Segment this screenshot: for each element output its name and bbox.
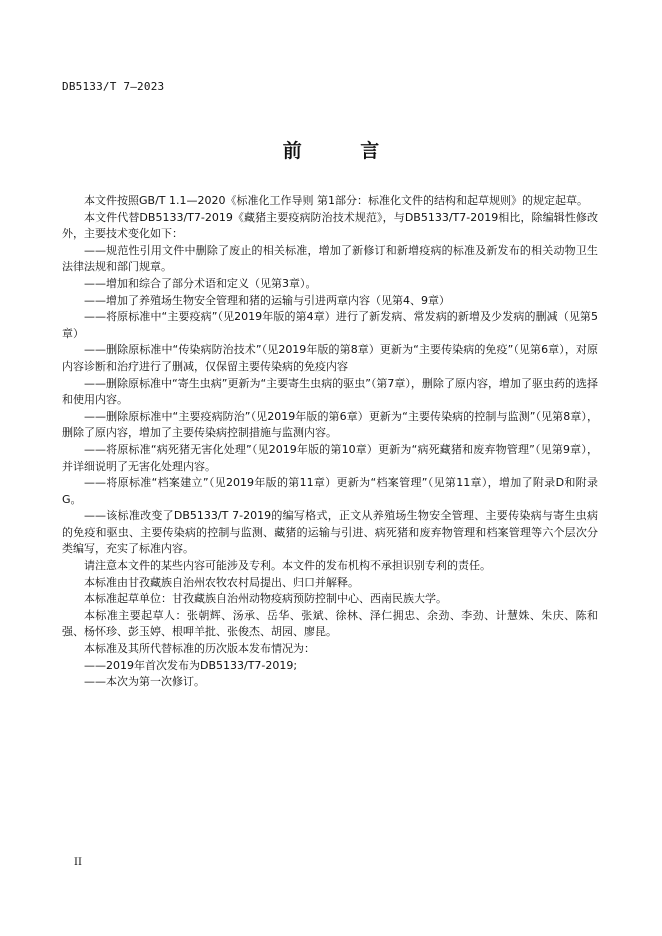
foreword-body bbox=[62, 193, 598, 691]
page-number: II bbox=[74, 857, 82, 868]
change-item: ——删除原标准中“寄生虫病”更新为“主要寄生虫病的驱虫”（第7章），删除了原内容，增加了驱虫药的选择和使用内容。 bbox=[62, 376, 598, 407]
paragraph-drafting-units: 本标准起草单位：甘孜藏族自治州动物疫病预防控制中心、西南民族大学。 bbox=[84, 592, 447, 606]
page-title: 前 言 bbox=[282, 140, 406, 162]
paragraph-history-intro: 本标准及其所代替标准的历次版本发布情况为： bbox=[84, 642, 315, 656]
paragraph-drafters: 本标准主要起草人：张朝辉、汤承、岳华、张斌、徐林、泽仁拥忠、余劲、李劲、计慧姝、朱庆、陈和强、杨怀珍、彭玉婷、根呷羊批、张俊杰、胡园、廖昆。 bbox=[62, 608, 598, 639]
change-item: ——删除原标准中“传染病防治技术”（见2019年版的第8章）更新为“主要传染病的免疫”（见第6章），对原内容诊断和治疗进行了删减，仅保留主要传染病的免疫内容 bbox=[62, 343, 598, 373]
paragraph-replacement: 本文件代替DB5133/T7-2019《藏猪主要疫病防治技术规范》，与DB5133/T7-2019相比，除编辑性修改外，主要技术变化如下： bbox=[62, 210, 598, 241]
change-item: ——增加和综合了部分术语和定义（见第3章）。 bbox=[84, 276, 317, 290]
change-item: ——将原标准“档案建立”（见2019年版的第11章）更新为“档案管理”（见第11章），增加了附录D和附录G。 bbox=[62, 476, 598, 506]
change-item: ——增加了养殖场生物安全管理和猪的运输与引进两章内容（见第4、9章） bbox=[84, 293, 450, 307]
history-item: ——本次为第一次修订。 bbox=[84, 675, 205, 689]
change-item: ——将原标准“病死猪无害化处理”（见2019年版的第10章）更新为“病死藏猪和废弃物管理”（见第9章），并详细说明了无害化处理内容。 bbox=[62, 442, 598, 473]
paragraph-drafting-basis: 本文件按照GB/T 1.1—2020《标准化工作导则 第1部分：标准化文件的结构和起草规则》的规定起草。 bbox=[84, 194, 588, 207]
document-code: DB5133/T 7—2023 bbox=[62, 80, 165, 93]
change-item: ——规范性引用文件中删除了废止的相关标准，增加了新修订和新增疫病的标准及新发布的相关动物卫生法律法规和部门规章。 bbox=[62, 243, 598, 274]
change-item: ——删除原标准中“主要疫病防治”（见2019年版的第6章）更新为“主要传染病的控制与监测”（见第8章），删除了原内容，增加了主要传染病控制措施与监测内容。 bbox=[62, 409, 598, 440]
paragraph-proposer: 本标准由甘孜藏族自治州农牧农村局提出、归口并解释。 bbox=[84, 575, 359, 589]
change-item: ——该标准改变了DB5133/T 7-2019的编写格式，正文从养殖场生物安全管理、主要传染病与寄生虫病的免疫和驱虫、主要传染病的控制与监测、藏猪的运输与引进、病死猪和废弃物管理和档案管理等六个层次分类编写，充实了标准内容。 bbox=[62, 509, 598, 556]
change-item: ——将原标准中“主要疫病”（见2019年版的第4章）进行了新发病、常发病的新增及少发病的删减（见第5章） bbox=[62, 310, 598, 340]
history-item: ——2019年首次发布为DB5133/T7-2019; bbox=[84, 658, 298, 672]
paragraph-patent-notice: 请注意本文件的某些内容可能涉及专利。本文件的发布机构不承担识别专利的责任。 bbox=[84, 559, 491, 573]
